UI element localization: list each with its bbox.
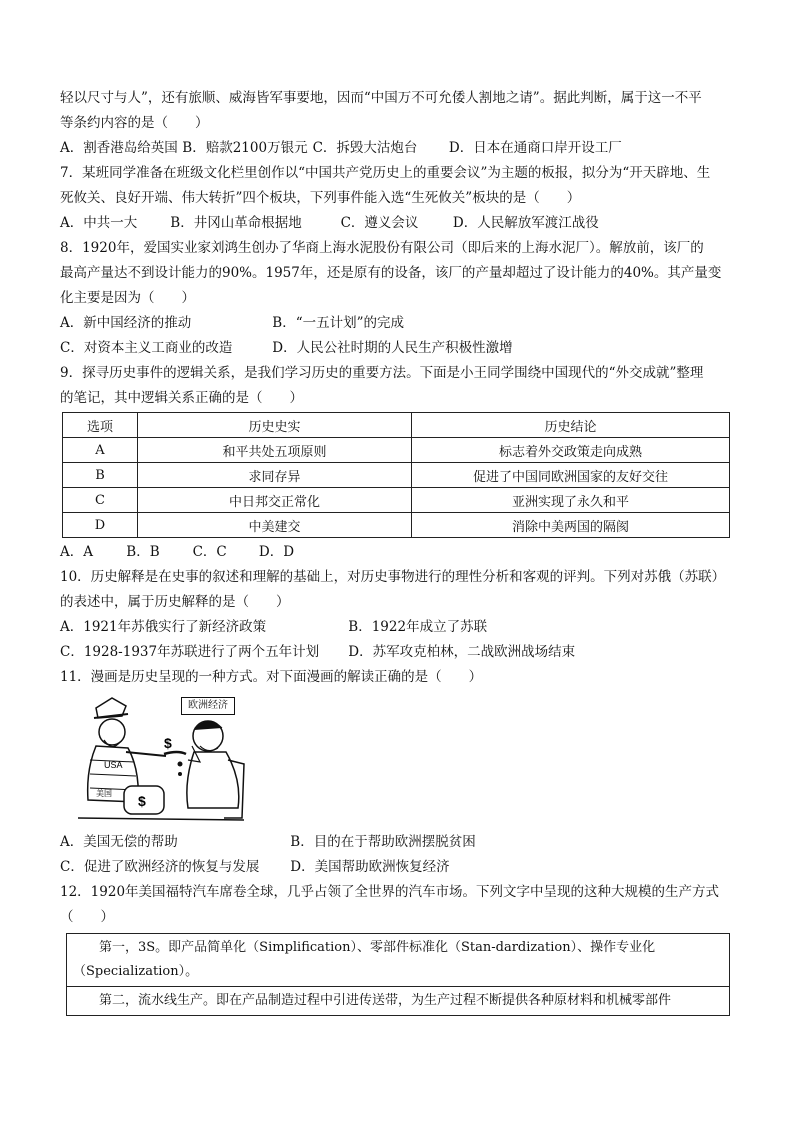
q10-options-row-1 [60,615,732,640]
q9-option-d[interactable]: D．D [258,544,295,560]
q10-line-1: 10．历史解释是在史事的叙述和理解的基础上，对历史事物进行的理性分析和客观的评判。下列对苏俄（苏联） [60,569,726,585]
q12-box-row-2 [67,987,730,1016]
q6-options [60,136,732,161]
q11-options-row-2 [60,855,732,880]
q9-cell: 促进了中国同欧洲国家的友好交往 [412,463,730,488]
q11-option-d[interactable]: D．美国帮助欧洲恢复经济 [290,859,450,875]
q12-line-2: （ ） [60,909,114,925]
q8-option-a[interactable]: A．新中国经济的推动 [60,315,192,331]
q9-cell: D [63,513,138,538]
q7-option-b[interactable]: B．井冈山革命根据地 [170,215,302,231]
q11-option-b[interactable]: B．目的在于帮助欧洲摆脱贫困 [290,834,476,850]
q8-options-row-1 [60,311,732,336]
q9-cell: 和平共处五项原则 [138,438,412,463]
q9-options [60,540,732,565]
q10-options-row-2 [60,640,732,665]
q11-line-1: 11．漫画是历史呈现的一种方式。对下面漫画的解读正确的是（ ） [60,669,483,685]
q9-cell: C [63,488,138,513]
q10-option-d[interactable]: D．苏军攻克柏林，二战欧洲战场结束 [348,644,576,660]
q8-line-1: 8．1920年，爱国实业家刘鸿生创办了华商上海水泥股份有限公司（即后来的上海水泥厂）。解放前，该厂的 [60,240,704,256]
q12-box-row-1 [67,934,730,987]
q11-cartoon [68,690,732,830]
q9-option-b[interactable]: B．B [126,544,160,560]
q8-option-c[interactable]: C．对资本主义工商业的改造 [60,340,233,356]
cartoon-usa-text: USA [104,760,123,770]
q6-line-1: 轻以尺寸与人”，还有旅顺、威海皆军事要地，因而“中国万不可允倭人割地之请”。据此判断，属于这一不平 [60,90,702,106]
q11-options-row-1 [60,830,732,855]
table-row [63,488,730,513]
q11-option-a[interactable]: A．美国无偿的帮助 [60,834,178,850]
cartoon-meiguo-text: 美国 [96,789,112,798]
q9-cell: B [63,463,138,488]
q8-line-3: 化主要是因为（ ） [60,290,195,306]
q8-option-b[interactable]: B．“一五计划”的完成 [272,315,405,331]
q9-table-header [63,413,730,438]
q12-box-row-1-line-2: （Specialization）。 [73,964,199,979]
q10-line-2: 的表述中，属于历史解释的是（ ） [60,594,290,610]
q9-option-c[interactable]: C．C [192,544,227,560]
q9-line-2: 的笔记，其中逻辑关系正确的是（ ） [60,390,303,406]
table-row [67,934,730,987]
q6-option-a[interactable]: A．割香港岛给英国 [60,140,178,156]
q8-options-row-2 [60,336,732,361]
q12-text-box [66,933,730,1016]
q6-option-b[interactable]: B．赔款2100万银元 [182,140,308,156]
q9-cell: 标志着外交政策走向成熟 [412,438,730,463]
q7-option-d[interactable]: D．人民解放军渡江战役 [452,215,599,231]
cartoon-caption-label: 欧洲经济 [181,697,235,715]
q9-cell: A [63,438,138,463]
q6-line-2: 等条约内容的是（ ） [60,115,209,131]
q6-option-d[interactable]: D．日本在通商口岸开设工厂 [448,140,622,156]
cartoon-dollar-bag-sign: $ [138,793,146,809]
q7-line-1: 7．某班同学准备在班级文化栏里创作以“中国共产党历史上的重要会议”为主题的板报，拟分为“开天辟地、生 [60,165,711,181]
table-row [67,987,730,1016]
q9-header-conclusion: 历史结论 [412,413,730,438]
q9-cell: 中日邦交正常化 [138,488,412,513]
q9-header-fact: 历史史实 [138,413,412,438]
q7-option-c[interactable]: C．遵义会议 [340,215,419,231]
q12-box-row-1-line-1: 第一，3S。即产品简单化（Simplification）、零部件标准化（Stan-dardization）、操作专业化 [99,940,656,955]
q9-header-option: 选项 [63,413,138,438]
table-row [63,463,730,488]
q11-option-c[interactable]: C．促进了欧洲经济的恢复与发展 [60,859,260,875]
q9-cell: 求同存异 [138,463,412,488]
q10-option-a[interactable]: A．1921年苏俄实行了新经济政策 [60,619,267,635]
q6-option-c[interactable]: C．拆毁大沽炮台 [312,140,418,156]
table-row [63,438,730,463]
q8-option-d[interactable]: D．人民公社时期的人民生产积极性激增 [272,340,513,356]
q9-cell: 消除中美两国的隔阂 [412,513,730,538]
cartoon-dollar-sign: $ [164,735,172,751]
q12-line-1: 12．1920年美国福特汽车席卷全球，几乎占领了全世界的汽车市场。下列文字中呈现的这种大规模的生产方式 [60,884,720,900]
q9-cell: 亚洲实现了永久和平 [412,488,730,513]
exam-page [60,86,732,1016]
table-row [63,513,730,538]
q7-options [60,211,732,236]
q7-line-2: 死攸关、良好开端、伟大转折”四个板块，下列事件能入选“生死攸关”板块的是（ ） [60,190,581,206]
q12-box-row-2-line-1: 第二，流水线生产。即在产品制造过程中引进传送带，为生产过程不断提供各种原材料和机械零部件 [99,993,672,1008]
q9-option-a[interactable]: A．A [60,544,93,560]
q7-option-a[interactable]: A．中共一大 [60,215,138,231]
q10-option-b[interactable]: B．1922年成立了苏联 [348,619,488,635]
q8-line-2: 最高产量达不到设计能力的90%。1957年，还是原有的设备，该厂的产量却超过了设计能力的40%。其产量变 [60,265,722,281]
q10-option-c[interactable]: C．1928-1937年苏联进行了两个五年计划 [60,644,320,660]
q9-table [62,412,730,538]
q9-cell: 中美建交 [138,513,412,538]
q9-line-1: 9．探寻历史事件的逻辑关系，是我们学习历史的重要方法。下面是小王同学围绕中国现代的“外交成就”整理 [60,365,704,381]
